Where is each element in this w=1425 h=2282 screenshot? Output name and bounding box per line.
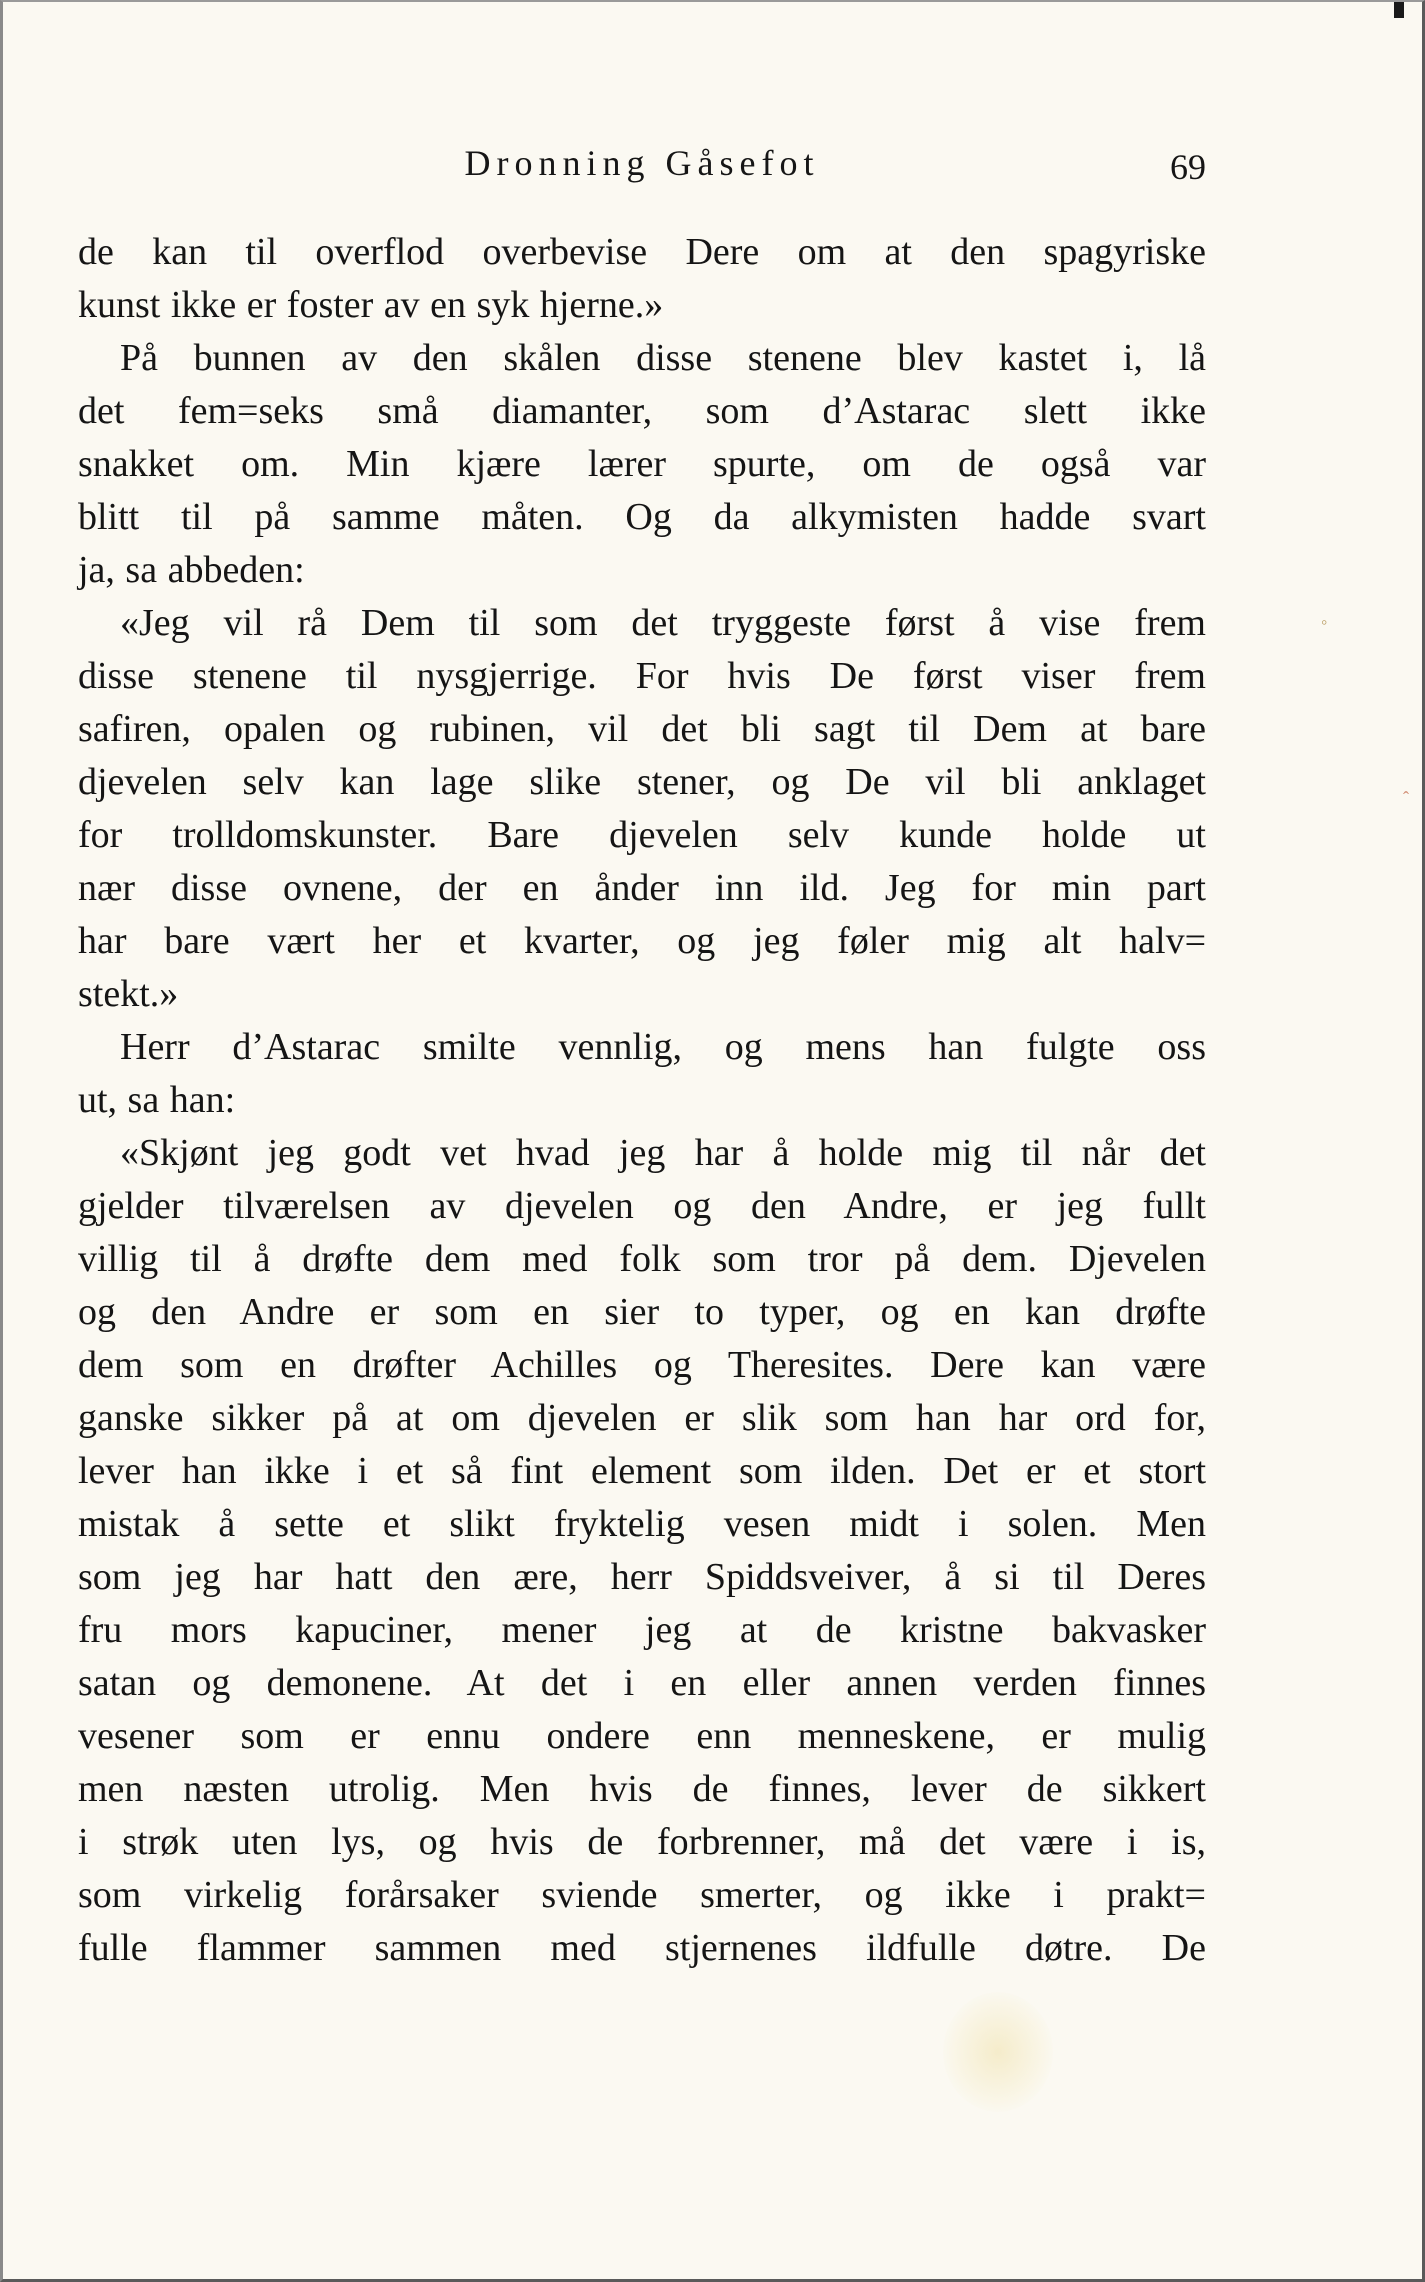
text-line: vesener som er ennu ondere enn menneskene, er mulig	[78, 1715, 1206, 1757]
text-line: i strøk uten lys, og hvis de forbrenner, må det være i is,	[78, 1821, 1206, 1863]
text-line: ganske sikker på at om djevelen er slik som han har ord for,	[78, 1397, 1206, 1439]
text-line: djevelen selv kan lage slike stener, og De vil bli anklaget	[78, 761, 1206, 803]
paragraph	[78, 1021, 1206, 1127]
text-line: fru mors kapuciner, mener jeg at de kristne bakvasker	[78, 1609, 1206, 1651]
text-line: de kan til overflod overbevise Dere om at den spagyriske	[78, 231, 1206, 273]
text-line: som jeg har hatt den ære, herr Spiddsveiver, å si til Deres	[78, 1556, 1206, 1598]
text-line: ja, sa abbeden:	[78, 549, 305, 591]
paragraph	[78, 1127, 1206, 1975]
paragraph	[78, 597, 1206, 1021]
text-line: dem som en drøfter Achilles og Theresites. Dere kan være	[78, 1344, 1206, 1386]
body-text	[78, 226, 1206, 1975]
text-line: har bare vært her et kvarter, og jeg føler mig alt halv=	[78, 920, 1206, 962]
text-line: disse stenene til nysgjerrige. For hvis De først viser frem	[78, 655, 1206, 697]
text-line: snakket om. Min kjære lærer spurte, om de også var	[78, 443, 1206, 485]
running-title: Dronning Gåsefot	[464, 143, 820, 183]
text-line: Herr d’Astarac smilte vennlig, og mens han fulgte oss	[120, 1026, 1206, 1068]
text-line: safiren, opalen og rubinen, vil det bli sagt til Dem at bare	[78, 708, 1206, 750]
paragraph	[78, 226, 1206, 332]
text-line: mistak å sette et slikt fryktelig vesen midt i solen. Men	[78, 1503, 1206, 1545]
text-line: ut, sa han:	[78, 1079, 236, 1121]
text-line: for trolldomskunster. Bare djevelen selv kunde holde ut	[78, 814, 1206, 856]
text-line: blitt til på samme måten. Og da alkymisten hadde svart	[78, 496, 1206, 538]
text-line: «Skjønt jeg godt vet hvad jeg har å holde mig til når det	[120, 1132, 1206, 1174]
text-line: stekt.»	[78, 973, 179, 1015]
text-line: og den Andre er som en sier to typer, og en kan drøfte	[78, 1291, 1206, 1333]
text-line: lever han ikke i et så fint element som ilden. Det er et stort	[78, 1450, 1206, 1492]
text-line: som virkelig forårsaker sviende smerter, og ikke i prakt=	[78, 1874, 1206, 1916]
text-line: fulle flammer sammen med stjernenes ildfulle døtre. De	[78, 1927, 1206, 1969]
text-line: kunst ikke er foster av en syk hjerne.»	[78, 284, 664, 326]
text-line: «Jeg vil rå Dem til som det tryggeste først å vise frem	[120, 602, 1206, 644]
text-line: villig til å drøfte dem med folk som tror på dem. Djevelen	[78, 1238, 1206, 1280]
page-number: 69	[1170, 147, 1206, 187]
paper-speck: ˆ	[1403, 788, 1409, 808]
paper-speck: ◦	[1321, 612, 1328, 632]
paper-stain	[943, 1992, 1053, 2112]
text-line: satan og demonene. At det i en eller annen verden finnes	[78, 1662, 1206, 1704]
scan-corner-mark	[1394, 2, 1404, 18]
paragraph	[78, 332, 1206, 597]
text-line: det fem=seks små diamanter, som d’Astarac slett ikke	[78, 390, 1206, 432]
text-line: men næsten utrolig. Men hvis de finnes, lever de sikkert	[78, 1768, 1206, 1810]
text-line: På bunnen av den skålen disse stenene blev kastet i, lå	[120, 337, 1206, 379]
page-header	[78, 142, 1206, 192]
text-line: gjelder tilværelsen av djevelen og den Andre, er jeg fullt	[78, 1185, 1206, 1227]
text-line: nær disse ovnene, der en ånder inn ild. Jeg for min part	[78, 867, 1206, 909]
